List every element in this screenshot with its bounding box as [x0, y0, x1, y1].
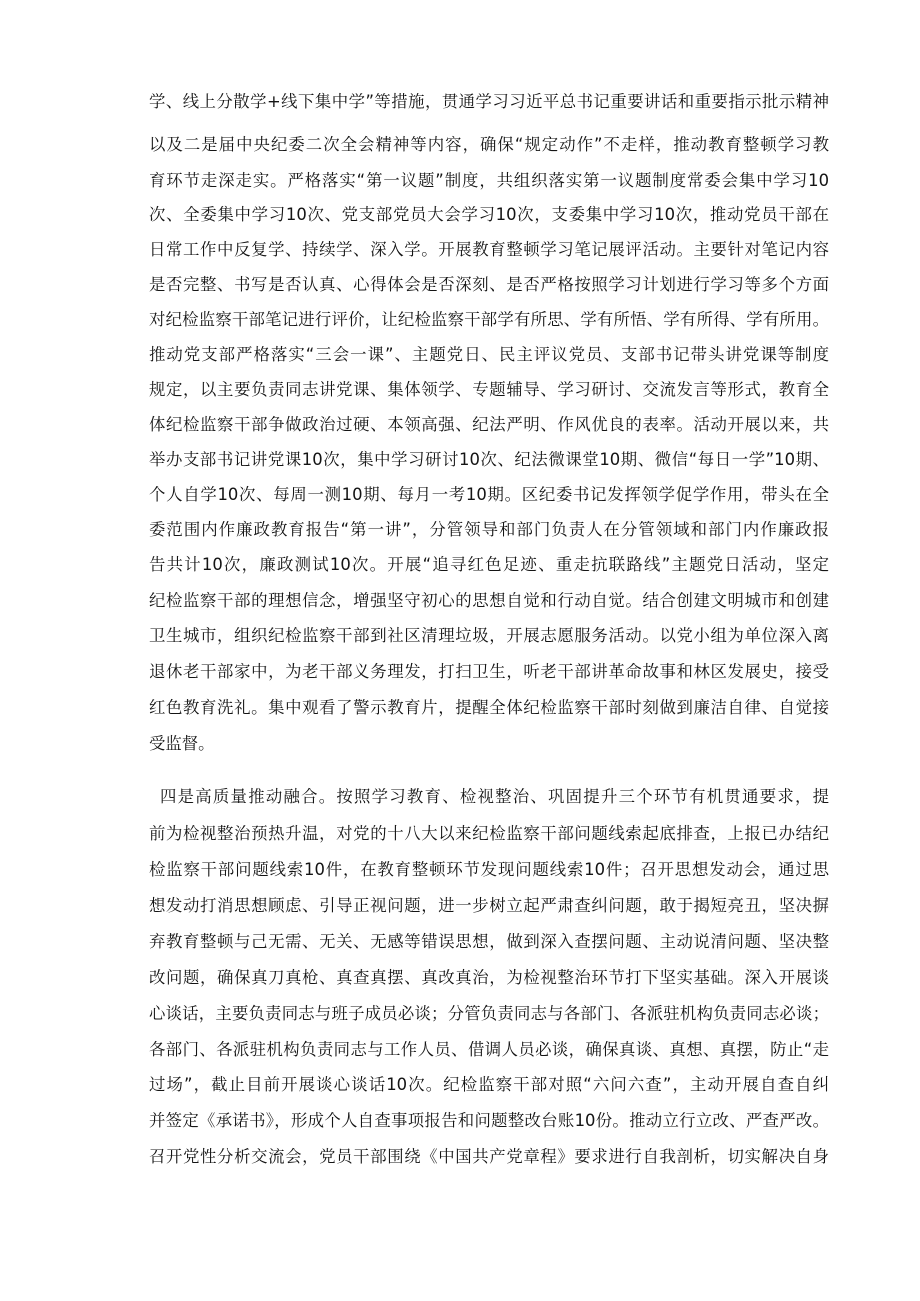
text-line: 个人自学10次、每周一测10期、每月一考10期。区纪委书记发挥领学促学作用，带头在全: [149, 485, 829, 504]
text-line: 弃教育整顿与己无需、无关、无感等错误思想，做到深入查摆问题、主动说清问题、坚决整: [149, 932, 829, 951]
text-line: 想发动打消思想顾虑、引导正视问题，进一步树立起严肃查纠问题，敢于揭短亮丑，坚决摒: [149, 896, 829, 915]
text-line: 纪检监察干部的理想信念，增强坚守初心的思想自觉和行动自觉。结合创建文明城市和创建: [149, 591, 829, 610]
text-line: 退休老干部家中，为老干部义务理发，打扫卫生，听老干部讲革命故事和林区发展史，接受: [149, 662, 829, 681]
text-line: 召开党性分析交流会，党员干部围绕《中国共产党章程》要求进行自我剖析，切实解决自身: [149, 1147, 829, 1166]
text-line: 并签定《承诺书》，形成个人自查事项报告和问题整改台账10份。推动立行立改、严查严改。: [149, 1111, 829, 1130]
text-line: 是否完整、书写是否认真、心得体会是否深刻、是否严格按照学习计划进行学习等多个方面: [149, 275, 829, 294]
text-line: 心谈话，主要负责同志与班子成员必谈；分管负责同志与各部门、各派驻机构负责同志必谈；: [149, 1004, 829, 1023]
text-line: 以及二是届中央纪委二次全会精神等内容，确保“规定动作”不走样，推动教育整顿学习教: [149, 135, 829, 154]
text-line: 前为检视整治预热升温，对党的十八大以来纪检监察干部问题线索起底排查，上报已办结纪: [149, 824, 829, 843]
text-line: 过场”，截止目前开展谈心谈话10次。纪检监察干部对照“六问六查”，主动开展自查自纠: [149, 1075, 829, 1094]
text-line: 改问题，确保真刀真枪、真查真摆、真改真治，为检视整治环节打下坚实基础。深入开展谈: [149, 968, 829, 987]
text-line: 各部门、各派驻机构负责同志与工作人员、借调人员必谈，确保真谈、真想、真摆，防止“走: [149, 1040, 829, 1059]
text-line: 学、线上分散学+线下集中学”等措施，贯通学习习近平总书记重要讲话和重要指示批示精神: [149, 92, 829, 111]
text-line: 红色教育洗礼。集中观看了警示教育片，提醒全体纪检监察干部时刻做到廉洁自律、自觉接: [149, 698, 829, 717]
text-line: 推动党支部严格落实“三会一课”、主题党日、民主评议党员、支部书记带头讲党课等制度: [149, 345, 829, 364]
text-line: 育环节走深走实。严格落实“第一议题”制度，共组织落实第一议题制度常委会集中学习10: [149, 171, 829, 190]
text-line: 检监察干部问题线索10件，在教育整顿环节发现问题线索10件；召开思想发动会，通过思: [149, 860, 829, 879]
text-line: 体纪检监察干部争做政治过硬、本领高强、纪法严明、作风优良的表率。活动开展以来，共: [149, 415, 829, 434]
text-line: 委范围内作廉政教育报告“第一讲”，分管领导和部门负责人在分管领域和部门内作廉政报: [149, 520, 829, 539]
text-line: 举办支部书记讲党课10次，集中学习研讨10次、纪法微课堂10期、微信“每日一学”10期、: [149, 450, 829, 469]
text-line: 卫生城市，组织纪检监察干部到社区清理垃圾，开展志愿服务活动。以党小组为单位深入离: [149, 626, 829, 645]
text-line: 告共计10次，廉政测试10次。开展“追寻红色足迹、重走抗联路线”主题党日活动，坚定: [149, 555, 829, 574]
text-line: 受监督。: [149, 734, 215, 753]
text-line: 四是高质量推动融合。按照学习教育、检视整治、巩固提升三个环节有机贯通要求，提: [160, 787, 829, 806]
text-line: 对纪检监察干部笔记进行评价，让纪检监察干部学有所思、学有所悟、学有所得、学有所用。: [149, 310, 829, 329]
text-line: 日常工作中反复学、持续学、深入学。开展教育整顿学习笔记展评活动。主要针对笔记内容: [149, 240, 829, 259]
text-line: 规定，以主要负责同志讲党课、集体领学、专题辅导、学习研讨、交流发言等形式，教育全: [149, 380, 829, 399]
text-line: 次、全委集中学习10次、党支部党员大会学习10次，支委集中学习10次，推动党员干部在: [149, 205, 829, 224]
